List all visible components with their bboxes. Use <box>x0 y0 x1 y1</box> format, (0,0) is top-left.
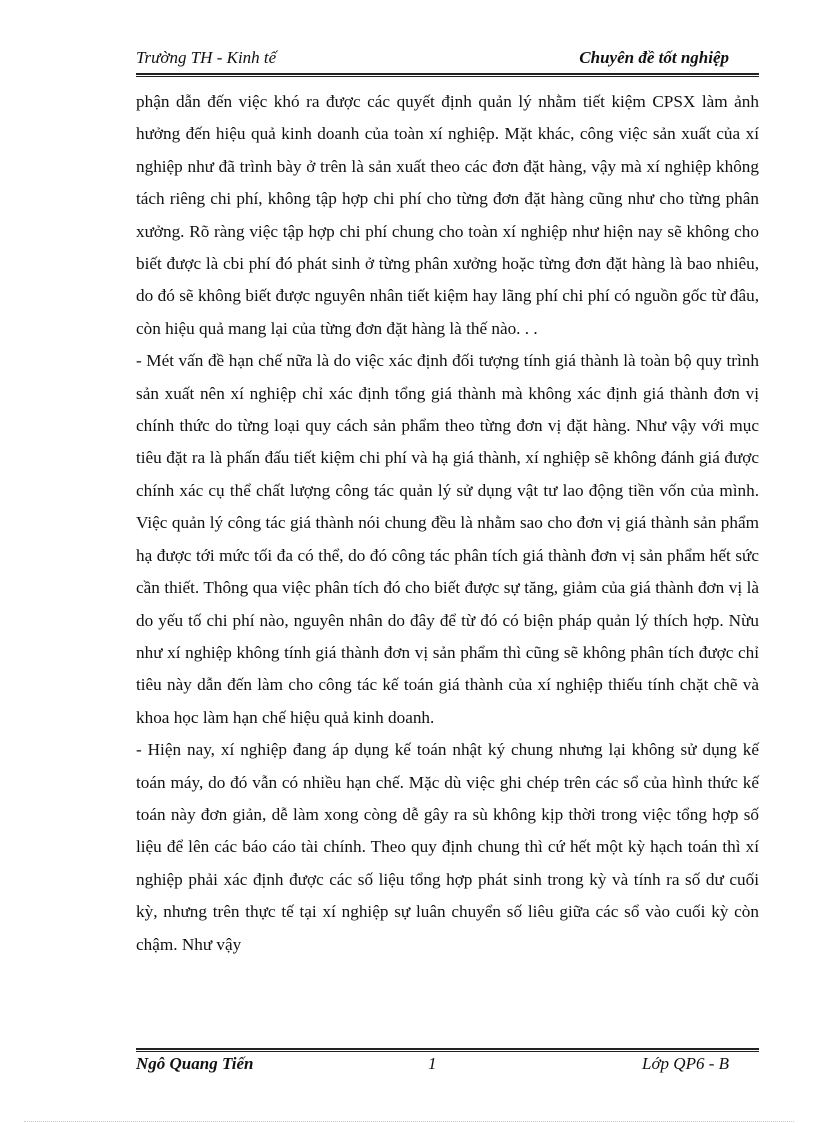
page-edge-rule <box>24 1121 794 1122</box>
header-title: Chuyên đề tốt nghiệp <box>579 48 729 67</box>
page-header <box>136 48 759 72</box>
paragraph: phận dẫn đến việc khó ra được các quyết định quản lý nhằm tiết kiệm CPSX làm ảnh hưởng đến hiệu quả kinh doanh của toàn xí nghiệp. Mặt khác, công việc sản xuất của xí nghiệp như đã trình bày ở trên là sản xuất theo các đơn đặt hàng, vậy mà xí nghiệp không tách riêng chi phí, không tập hợp chi phí cho từng đơn đặt hàng cũng như cho từng phân xưởng. Rõ ràng việc tập hợp chi phí chung cho toàn xí nghiệp như hiện nay sẽ không cho biết được là cbi phí đó phát sinh ở từng phân xưởng hoặc từng đơn đặt hàng là bao nhiêu, do đó sẽ không biết được nguyên nhân tiết kiệm hay lãng phí chi phí có nguồn gốc từ đâu, còn hiệu quả mang lại của từng đơn đặt hàng là thế nào. . . <box>136 92 759 338</box>
page-number: 1 <box>428 1054 437 1073</box>
paragraph: - Mét vấn đề hạn chế nữa là do việc xác định đối tượng tính giá thành là toàn bộ quy trình sản xuất nên xí nghiệp chỉ xác định tổng giá thành mà không xác định giá thành đơn vị chính thức do từng loại quy cách sản phẩm theo từng đơn vị đặt hàng. Như vậy với mục tiêu đặt ra là phấn đấu tiết kiệm chi phí và hạ giá thành, xí nghiệp sẽ không đánh giá được chính xác cụ thể chất lượng công tác quản lý sử dụng vật tư lao động tiền vốn của mình. Việc quản lý công tác giá thành nói chung đều là nhằm sao cho đơn vị giá thành sản phẩm hạ được tới mức tối đa có thể, do đó công tác phân tích giá thành đơn vị sản phẩm hết sức cần thiết. Thông qua việc phân tích đó cho biết được sự tăng, giảm của giá thành đơn vị là do yếu tố chi phí nào, nguyên nhân do đây để từ đó có biện pháp quản lý thích hợp. Nừu như xí nghiệp không tính giá thành đơn vị sản phẩm thì cũng sẽ không phân tích được chỉ tiêu này dẫn đến làm cho công tác kế toán giá thành của xí nghiệp thiếu tính chặt chẽ và khoa học làm hạn chế hiệu quả kinh doanh. <box>136 351 759 727</box>
header-school: Trường TH - Kinh tế <box>136 48 277 67</box>
footer-class: Lớp QP6 - B <box>642 1054 729 1073</box>
body-text <box>136 86 759 961</box>
footer-author: Ngô Quang Tiến <box>136 1054 254 1073</box>
header-rule <box>136 73 759 77</box>
footer-rule <box>136 1048 759 1052</box>
page-footer <box>136 1054 759 1078</box>
paragraph: - Hiện nay, xí nghiệp đang áp dụng kế toán nhật ký chung nhưng lại không sử dụng kế toán máy, do đó vẫn có nhiều hạn chế. Mặc dù việc ghi chép trên các sổ của hình thức kế toán này đơn giản, dễ làm xong còng dễ gây ra sù không kịp thời trong việc tổng hợp số liệu để lên các báo cáo tài chính. Theo quy định chung thì cứ hết một kỳ hạch toán thì xí nghiệp phải xác định được các số liệu tổng hợp phát sinh trong kỳ và tính ra số dư cuối kỳ, nhưng trên thực tế tại xí nghiệp sự luân chuyển số liêu giữa các sổ vào cuối kỳ còn chậm. Như vậy <box>136 740 759 954</box>
